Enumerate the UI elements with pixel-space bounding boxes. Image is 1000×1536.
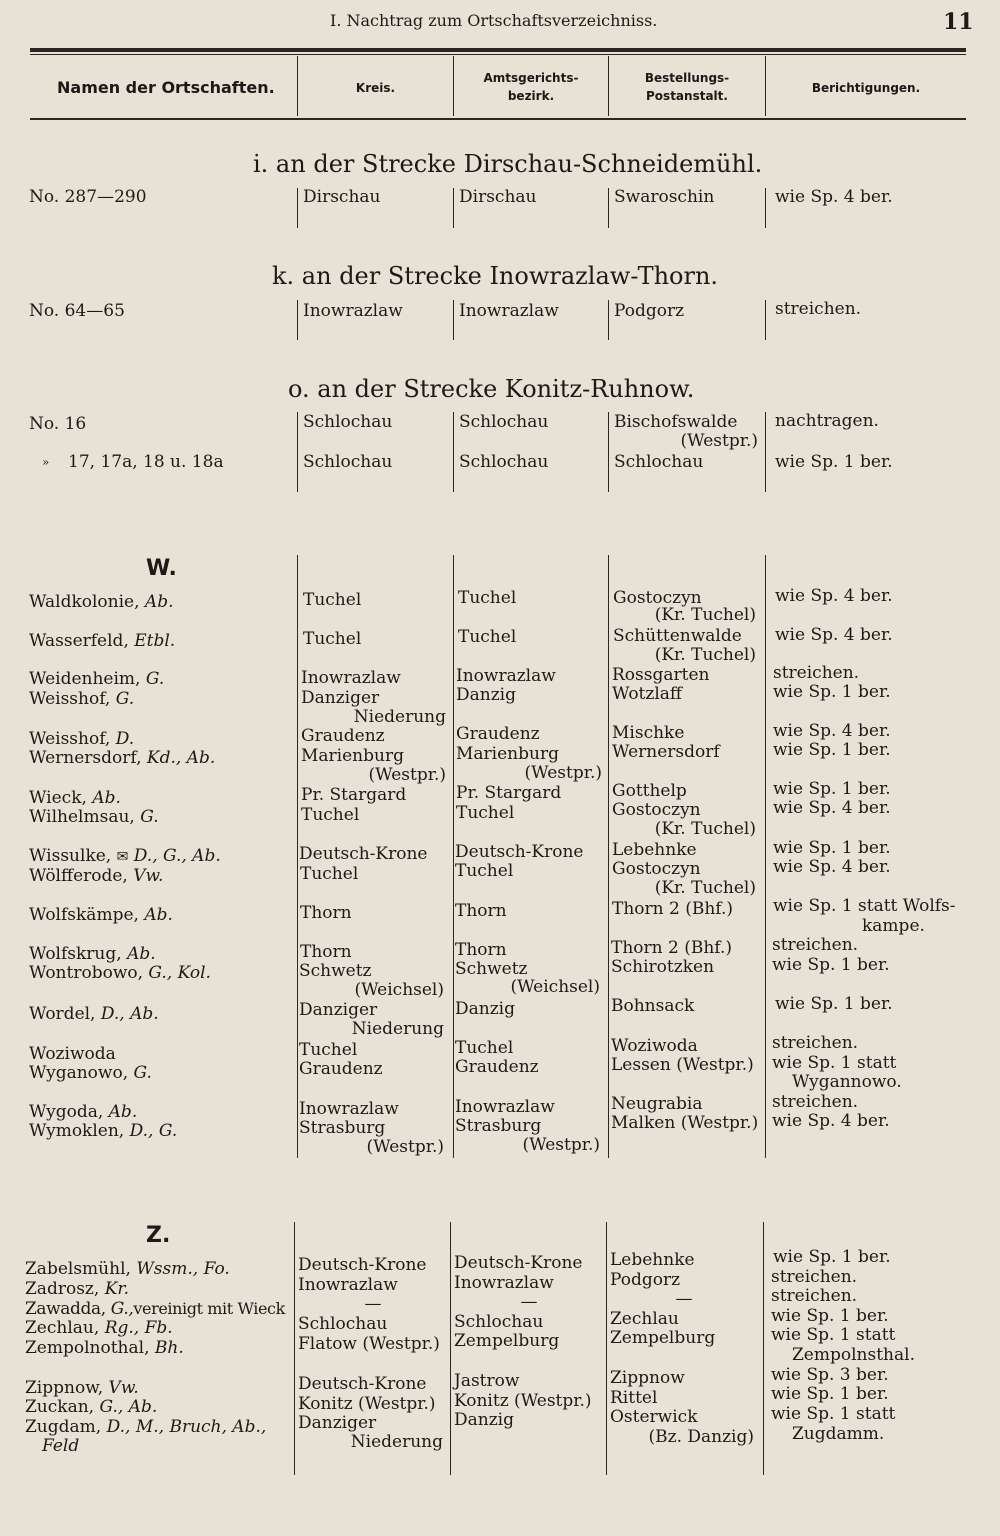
entry-postanstalt: Zechlau (610, 1309, 679, 1329)
header-bottom-rule (30, 118, 966, 120)
entry-amtsgericht: Graudenz (456, 724, 540, 744)
entry-amtsgericht: Dirschau (459, 187, 537, 207)
header-top-rule (30, 48, 966, 52)
entry-berichtigung: wie Sp. 4 ber. (775, 586, 893, 606)
entry-amtsgericht: Strasburg (455, 1116, 542, 1136)
entry-postanstalt-note: (Kr. Tuchel) (654, 878, 756, 898)
entry-name: Woziwoda (29, 1044, 116, 1064)
entry-postanstalt: Osterwick (610, 1407, 698, 1427)
entry-postanstalt: Zippnow (610, 1368, 685, 1388)
entry-berichtigung: wie Sp. 1 ber. (773, 838, 891, 858)
column-rule (765, 412, 766, 492)
entry-postanstalt: Bohnsack (611, 996, 695, 1016)
entry-postanstalt: Rittel (610, 1388, 658, 1408)
entry-berichtigung: wie Sp. 1 statt (771, 1404, 896, 1424)
entry-berichtigung: wie Sp. 1 ber. (771, 1384, 889, 1404)
column-header-postanstalt: Bestellungs- (644, 71, 730, 85)
column-header-amtsgericht: Amtsgerichts- (483, 71, 579, 85)
entry-name: Wölfferode, Vw. (29, 866, 164, 886)
entry-amtsgericht: Jastrow (454, 1371, 520, 1391)
entry-postanstalt: Wernersdorf (612, 742, 720, 762)
entry-berichtigung: wie Sp. 4 ber. (773, 798, 891, 818)
section-heading-i: i. an der Strecke Dirschau-Schneidemühl. (253, 150, 763, 178)
column-rule (608, 188, 609, 228)
entry-berichtigung-cont: Zugdamm. (792, 1424, 885, 1444)
entry-kreis: Schwetz (299, 961, 372, 981)
entry-postanstalt: Thorn 2 (Bhf.) (612, 899, 734, 919)
entry-kreis-note: Niederung (350, 1432, 443, 1452)
entry-postanstalt: Lebehnke (610, 1250, 695, 1270)
entry-kreis: Strasburg (299, 1118, 386, 1138)
column-rule (608, 412, 609, 492)
entry-postanstalt: Woziwoda (611, 1036, 698, 1056)
entry-postanstalt: Gostoczyn (612, 859, 701, 879)
column-rule (608, 300, 609, 340)
entry-berichtigung: streichen. (771, 1286, 858, 1306)
column-header-kreis: Kreis. (355, 81, 396, 95)
header-divider (453, 56, 454, 116)
entry-postanstalt: Lessen (Westpr.) (611, 1055, 754, 1075)
entry-berichtigung: wie Sp. 4 ber. (772, 1111, 890, 1131)
entry-amtsgericht: Schlochau (454, 1312, 544, 1332)
entry-type: Bh. (154, 1338, 184, 1358)
entry-berichtigung-cont: Wygannowo. (792, 1072, 902, 1092)
column-rule (453, 555, 454, 1158)
column-rule (765, 555, 766, 1158)
entry-type: Vw. (133, 866, 164, 886)
entry-type: Kr. (104, 1279, 130, 1299)
entry-kreis: Schlochau (298, 1314, 388, 1334)
entry-kreis-note: (Westpr.) (368, 765, 446, 785)
entry-name: Waldkolonie, Ab. (29, 592, 174, 612)
letter-heading-z: Z. (146, 1223, 171, 1248)
entry-berichtigung: streichen. (773, 663, 860, 683)
entry-type-cont: Feld (42, 1436, 80, 1456)
entry-name: Zippnow, Vw. (25, 1378, 139, 1398)
entry-postanstalt-note: (Westpr.) (680, 431, 758, 451)
entry-kreis: Schlochau (303, 412, 393, 432)
entry-kreis: Konitz (Westpr.) (298, 1394, 436, 1414)
entry-berichtigung: streichen. (772, 935, 859, 955)
entry-berichtigung: wie Sp. 4 ber. (773, 857, 891, 877)
entry-postanstalt: Lebehnke (612, 840, 697, 860)
entry-amtsgericht-note: (Westpr.) (522, 1135, 600, 1155)
entry-amtsgericht: Schwetz (455, 959, 528, 979)
entry-berichtigung: wie Sp. 1 ber. (772, 955, 890, 975)
entry-name: Zadrosz, Kr. (25, 1279, 130, 1299)
entry-berichtigung: wie Sp. 1 ber. (771, 1306, 889, 1326)
entry-name: Zugdam, D., M., Bruch, Ab., (25, 1417, 267, 1437)
entry-postanstalt-note: (Kr. Tuchel) (654, 645, 756, 665)
entry-kreis: Inowrazlaw (299, 1099, 399, 1119)
entry-amtsgericht: Thorn (455, 940, 507, 960)
entry-name: Zawadda, G.,vereinigt mit Wieck (25, 1299, 285, 1319)
entry-berichtigung: wie Sp. 1 ber. (775, 452, 893, 472)
entry-kreis: Tuchel (299, 1040, 358, 1060)
header-divider (608, 56, 609, 116)
column-rule (450, 1222, 451, 1475)
entry-amtsgericht: Inowrazlaw (459, 301, 559, 321)
entry-type: Ab. (92, 788, 121, 808)
entry-name: Wasserfeld, Etbl. (29, 631, 176, 651)
entry-kreis: Deutsch-Krone (298, 1374, 427, 1394)
column-rule (453, 300, 454, 340)
entry-kreis: Dirschau (303, 187, 381, 207)
entry-amtsgericht: — (520, 1292, 538, 1312)
entry-name: Wontrobowo, G., Kol. (29, 963, 211, 983)
entry-name: Wieck, Ab. (29, 788, 121, 808)
column-rule (763, 1222, 764, 1475)
entry-postanstalt: Mischke (612, 723, 685, 743)
entry-name: Wissulke, ✉ D., G., Ab. (29, 846, 221, 866)
entry-berichtigung: wie Sp. 3 ber. (771, 1365, 889, 1385)
entry-berichtigung: wie Sp. 1 ber. (775, 994, 893, 1014)
entry-postanstalt-note: (Kr. Tuchel) (654, 819, 756, 839)
entry-postanstalt: Schüttenwalde (613, 626, 742, 646)
entry-amtsgericht: Inowrazlaw (456, 666, 556, 686)
entry-kreis: Schlochau (303, 452, 393, 472)
column-rule (297, 555, 298, 1158)
entry-kreis: Danziger (298, 1413, 377, 1433)
entry-kreis-note: (Weichsel) (354, 980, 444, 1000)
entry-berichtigung: wie Sp. 1 statt (771, 1325, 896, 1345)
entry-type: Ab. (144, 905, 173, 925)
entry-type: G. (115, 689, 135, 709)
entry-berichtigung: wie Sp. 1 statt (772, 1053, 897, 1073)
entry-type: Etbl. (134, 631, 176, 651)
entry-amtsgericht: Zempelburg (454, 1331, 560, 1351)
ditto-mark: » (42, 455, 50, 469)
entry-name: No. 16 (29, 414, 87, 434)
entry-postanstalt: Zempelburg (610, 1328, 716, 1348)
entry-type: G. (133, 1063, 152, 1083)
entry-postanstalt-note: (Bz. Danzig) (648, 1427, 754, 1447)
entry-kreis: Tuchel (301, 805, 360, 825)
entry-name: Zabelsmühl, Wssm., Fo. (25, 1259, 230, 1279)
entry-amtsgericht: Danzig (455, 999, 515, 1019)
post-office-icon: ✉ (116, 849, 129, 865)
entry-postanstalt: Swaroschin (614, 187, 715, 207)
entry-amtsgericht: Inowrazlaw (455, 1097, 555, 1117)
entry-kreis: Graudenz (299, 1059, 383, 1079)
entry-postanstalt: Malken (Westpr.) (611, 1113, 759, 1133)
entry-berichtigung: wie Sp. 1 ber. (773, 740, 891, 760)
entry-berichtigung: wie Sp. 1 ber. (773, 1247, 891, 1267)
entry-amtsgericht: Tuchel (455, 861, 514, 881)
entry-amtsgericht: Deutsch-Krone (455, 842, 584, 862)
entry-amtsgericht: Tuchel (455, 1038, 514, 1058)
entry-type: D., G., Ab. (133, 846, 221, 866)
entry-name: Wolfskämpe, Ab. (29, 905, 173, 925)
entry-amtsgericht: Danzig (454, 1410, 514, 1430)
entry-berichtigung: wie Sp. 1 ber. (773, 779, 891, 799)
entry-berichtigung: wie Sp. 4 ber. (775, 187, 893, 207)
entry-kreis: Tuchel (300, 864, 359, 884)
column-rule (765, 188, 766, 228)
entry-type: G., Kol. (148, 963, 211, 983)
entry-amtsgericht: Tuchel (458, 627, 517, 647)
entry-type: G. (145, 669, 165, 689)
entry-postanstalt: Bischofswalde (614, 412, 738, 432)
entry-berichtigung: wie Sp. 4 ber. (775, 625, 893, 645)
entry-name: Zempolnothal, Bh. (25, 1338, 184, 1358)
entry-amtsgericht: Schlochau (459, 412, 549, 432)
entry-postanstalt: Rossgarten (612, 665, 710, 685)
entry-postanstalt: Podgorz (610, 1270, 681, 1290)
entry-kreis: Danziger (299, 1000, 378, 1020)
entry-kreis: Thorn (300, 942, 352, 962)
entry-type: D., M., Bruch, Ab., (106, 1417, 267, 1437)
column-rule (297, 300, 298, 340)
entry-amtsgericht: Konitz (Westpr.) (454, 1391, 592, 1411)
entry-amtsgericht: Marienburg (456, 744, 559, 764)
entry-postanstalt: Schlochau (614, 452, 704, 472)
entry-berichtigung: wie Sp. 1 statt Wolfs- (773, 896, 956, 916)
entry-postanstalt: Gotthelp (612, 781, 687, 801)
entry-berichtigung: streichen. (772, 1033, 859, 1053)
entry-type: Wssm., Fo. (136, 1259, 230, 1279)
entry-kreis: Inowrazlaw (301, 668, 401, 688)
entry-name: Wernersdorf, Kd., Ab. (29, 748, 216, 768)
entry-berichtigung-cont: Zempolnsthal. (792, 1345, 915, 1365)
entry-type: G., Ab. (99, 1397, 158, 1417)
column-rule (453, 412, 454, 492)
column-header-amtsgericht: bezirk. (507, 89, 555, 103)
entry-name: No. 287—290 (29, 187, 147, 207)
entry-berichtigung-cont: kampe. (862, 916, 925, 936)
entry-amtsgericht: Schlochau (459, 452, 549, 472)
entry-type: G., (110, 1299, 134, 1319)
column-rule (765, 300, 766, 340)
entry-postanstalt: Wotzlaff (612, 684, 682, 704)
entry-berichtigung: streichen. (772, 1092, 859, 1112)
entry-name: Wymoklen, D., G. (29, 1121, 178, 1141)
entry-postanstalt: Schirotzken (611, 957, 715, 977)
entry-amtsgericht: Tuchel (458, 588, 517, 608)
entry-kreis: Graudenz (301, 726, 385, 746)
entry-amtsgericht: Deutsch-Krone (454, 1253, 583, 1273)
entry-berichtigung: streichen. (771, 1267, 858, 1287)
entry-postanstalt: Podgorz (614, 301, 685, 321)
entry-name: Wolfskrug, Ab. (29, 944, 156, 964)
entry-amtsgericht-note: (Westpr.) (524, 763, 602, 783)
entry-name: Zechlau, Rg., Fb. (25, 1318, 173, 1338)
entry-kreis: Deutsch-Krone (298, 1255, 427, 1275)
entry-postanstalt: Gostoczyn (612, 800, 701, 820)
letter-heading-w: W. (146, 556, 177, 581)
column-rule (297, 188, 298, 228)
entry-kreis: Pr. Stargard (301, 785, 407, 805)
entry-kreis: Danziger (301, 688, 380, 708)
entry-name: Weisshof, D. (29, 729, 135, 749)
entry-type: Kd., Ab. (146, 748, 216, 768)
entry-kreis: Flatow (Westpr.) (298, 1334, 440, 1354)
entry-amtsgericht: Tuchel (456, 803, 515, 823)
entry-name: 17, 17a, 18 u. 18a (68, 452, 224, 472)
entry-name: Weisshof, G. (29, 689, 135, 709)
entry-amtsgericht: Pr. Stargard (456, 783, 562, 803)
entry-name: Wyganowo, G. (29, 1063, 152, 1083)
entry-type: G. (140, 807, 159, 827)
entry-name: Zuckan, G., Ab. (25, 1397, 158, 1417)
entry-kreis: Inowrazlaw (303, 301, 403, 321)
entry-postanstalt-note: (Kr. Tuchel) (654, 605, 756, 625)
entry-type: D. (115, 729, 135, 749)
entry-kreis: Thorn (300, 903, 352, 923)
entry-postanstalt: — (675, 1289, 693, 1309)
entry-kreis: Deutsch-Krone (299, 844, 428, 864)
entry-type: Ab. (127, 944, 156, 964)
entry-name: Weidenheim, G. (29, 669, 165, 689)
entry-berichtigung: nachtragen. (775, 411, 879, 431)
column-header-berichtigungen: Berichtigungen. (811, 81, 921, 95)
entry-name: Wilhelmsau, G. (29, 807, 159, 827)
entry-amtsgericht: Graudenz (455, 1057, 539, 1077)
entry-type: D., Ab. (100, 1004, 159, 1024)
entry-kreis-note: (Westpr.) (366, 1137, 444, 1157)
entry-berichtigung: wie Sp. 1 ber. (773, 682, 891, 702)
entry-postanstalt: Thorn 2 (Bhf.) (611, 938, 733, 958)
entry-kreis: — (364, 1294, 382, 1314)
entry-kreis: Tuchel (303, 590, 362, 610)
entry-berichtigung: wie Sp. 4 ber. (773, 721, 891, 741)
entry-kreis-note: Niederung (351, 1019, 444, 1039)
entry-kreis: Inowrazlaw (298, 1275, 398, 1295)
column-rule (297, 412, 298, 492)
entry-postanstalt: Gostoczyn (613, 588, 702, 608)
section-heading-k: k. an der Strecke Inowrazlaw-Thorn. (272, 262, 719, 290)
entry-kreis: Tuchel (303, 629, 362, 649)
entry-amtsgericht-note: (Weichsel) (510, 977, 600, 997)
entry-amtsgericht: Danzig (456, 685, 516, 705)
section-heading-o: o. an der Strecke Konitz-Ruhnow. (288, 375, 695, 403)
entry-type: Ab. (108, 1102, 138, 1122)
entry-berichtigung: streichen. (775, 299, 862, 319)
column-header-namen: Namen der Ortschaften. (57, 78, 275, 97)
entry-name: No. 64—65 (29, 301, 125, 321)
entry-postanstalt: Neugrabia (611, 1094, 703, 1114)
header-top-rule-thin (30, 54, 966, 55)
entry-type: Ab. (144, 592, 174, 612)
entry-type: Rg., Fb. (104, 1318, 173, 1338)
entry-kreis: Marienburg (301, 746, 404, 766)
entry-type: Vw. (108, 1378, 139, 1398)
column-rule (453, 188, 454, 228)
entry-amtsgericht: Thorn (455, 901, 507, 921)
entry-amtsgericht: Inowrazlaw (454, 1273, 554, 1293)
entry-type: D., G. (129, 1121, 178, 1141)
page-number: 11 (943, 9, 974, 35)
entry-name: Wygoda, Ab. (29, 1102, 138, 1122)
entry-name: Wordel, D., Ab. (29, 1004, 159, 1024)
column-header-postanstalt: Postanstalt. (646, 89, 728, 103)
entry-kreis-note: Niederung (353, 707, 446, 727)
running-head: I. Nachtrag zum Ortschaftsverzeichniss. (330, 11, 658, 30)
